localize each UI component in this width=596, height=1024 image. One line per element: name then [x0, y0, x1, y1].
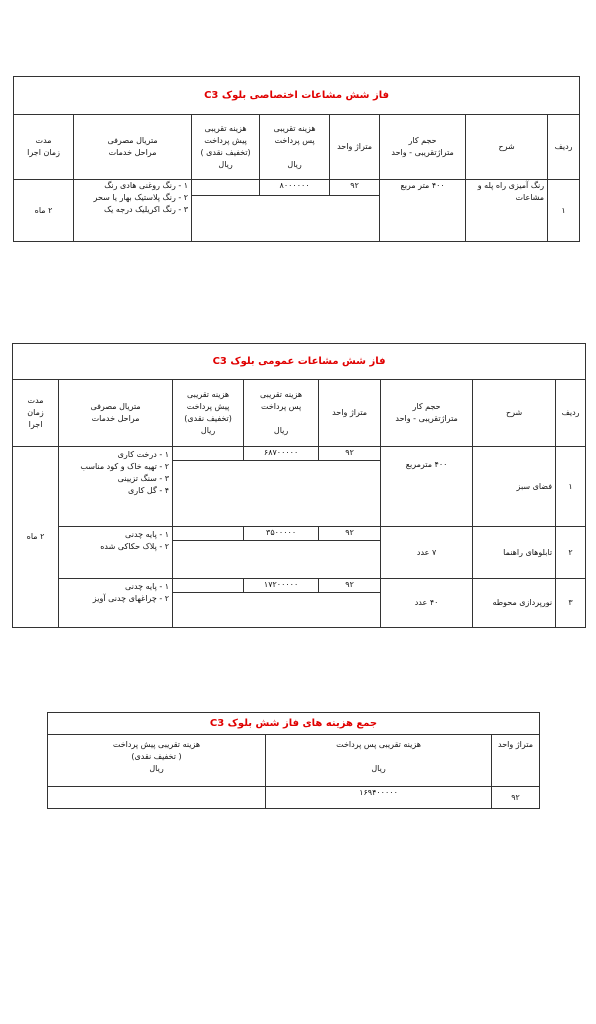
row-desc: تابلوهای راهنما [473, 527, 556, 579]
row-pre-cost [173, 579, 244, 593]
row-volume: ۴۰۰ مترمربع [381, 447, 473, 527]
table2-header-desc: شرح [473, 380, 556, 447]
table2-header-row: ردیف [556, 380, 586, 447]
table-row [13, 527, 586, 541]
table3-title: جمع هزینه های فاز شش بلوک C3 [48, 713, 540, 735]
table2-header-materials: متریال مصرفی مراحل خدمات [59, 380, 173, 447]
row-post-cost: ۶۸۷۰۰۰۰۰ [244, 447, 319, 461]
table3-header-pre: هزینه تقریبی پیش پرداخت ( تخفیف نقدی) ریال [48, 735, 266, 787]
row-area: ۹۲ [319, 447, 381, 461]
table1-header-post: هزینه تقریبی پس پرداخت ریال [260, 115, 330, 180]
table1-header-volume: حجم کار متراژتقریبی - واحد [380, 115, 466, 180]
table2-header-pre: هزینه تقریبی پیش پرداخت (تخفیف نقدی) ریال [173, 380, 244, 447]
table1-header-materials: متریال مصرفی مراحل خدمات [74, 115, 192, 180]
total-post-cost: ۱۶۹۴۰۰۰۰۰ [266, 787, 492, 809]
row-desc: نورپردازی محوطه [473, 579, 556, 628]
table2-header-area: متراژ واحد [319, 380, 381, 447]
table-row [13, 447, 586, 461]
empty-cell [192, 196, 380, 242]
row-materials: ۱ - رنگ روغنی هادی رنگ ۲ - رنگ پلاستیک بهار یا سحر ۳ - رنگ اکریلیک درجه یک [74, 180, 192, 242]
row-pre-cost [192, 180, 260, 196]
table2-title: فاز شش مشاعات عمومی بلوک C3 [13, 344, 586, 380]
row-post-cost: ۸۰۰۰۰۰۰ [260, 180, 330, 196]
row-number: ۱ [548, 180, 580, 242]
row-materials: ۱ - درخت کاری ۲ - تهیه خاک و کود مناسب ۳ - سنگ تزیینی ۴ - گل کاری [59, 447, 173, 527]
row-pre-cost [173, 527, 244, 541]
row-area: ۹۲ [330, 180, 380, 196]
row-volume: ۷ عدد [381, 527, 473, 579]
table2-header-volume: حجم کار متراژتقریبی - واحد [381, 380, 473, 447]
row-area: ۹۲ [319, 579, 381, 593]
table3-header-post: هزینه تقریبی پس پرداخت ریال [266, 735, 492, 787]
row-post-cost: ۱۷۲۰۰۰۰۰ [244, 579, 319, 593]
row-number: ۲ [556, 527, 586, 579]
total-pre-cost [48, 787, 266, 809]
row-pre-cost [173, 447, 244, 461]
row-number: ۱ [556, 447, 586, 527]
table1-title: فاز شش مشاعات اختصاصی بلوک C3 [14, 77, 580, 115]
table3-header-area: متراژ واحد [492, 735, 540, 787]
table1-header-area: متراژ واحد [330, 115, 380, 180]
phase-total-table [47, 712, 540, 809]
row-area: ۹۲ [319, 527, 381, 541]
phase-duration: ۲ ماه [13, 447, 59, 628]
row-desc: فضای سبز [473, 447, 556, 527]
empty-cell [173, 461, 381, 527]
row-post-cost: ۳۵۰۰۰۰۰ [244, 527, 319, 541]
row-volume: ۴۰۰ متر مربع [380, 180, 466, 242]
row-materials: ۱ - پایه چدنی ۲ - پلاک حکاکی شده [59, 527, 173, 579]
row-materials: ۱ - پایه چدنی ۲ - چراغهای چدنی آویز [59, 579, 173, 628]
table-row [14, 180, 580, 196]
row-volume: ۴۰ عدد [381, 579, 473, 628]
private-common-areas-table [13, 76, 580, 242]
general-common-areas-table [12, 343, 586, 628]
table2-header-post: هزینه تقریبی پس پرداخت ریال [244, 380, 319, 447]
table2-header-duration: مدت زمان اجرا [13, 380, 59, 447]
row-number: ۳ [556, 579, 586, 628]
empty-cell [173, 593, 381, 628]
table1-header-desc: شرح [466, 115, 548, 180]
table1-header-row: ردیف [548, 115, 580, 180]
row-duration: ۲ ماه [14, 180, 74, 242]
empty-cell [173, 541, 381, 579]
table-row [13, 579, 586, 593]
row-desc: رنگ آمیزی راه پله و مشاعات [466, 180, 548, 242]
table1-header-pre: هزینه تقریبی پیش پرداخت (تخفیف نقدی ) ریال [192, 115, 260, 180]
total-area: ۹۲ [492, 787, 540, 809]
table-row [48, 787, 540, 809]
table1-header-duration: مدت زمان اجرا [14, 115, 74, 180]
